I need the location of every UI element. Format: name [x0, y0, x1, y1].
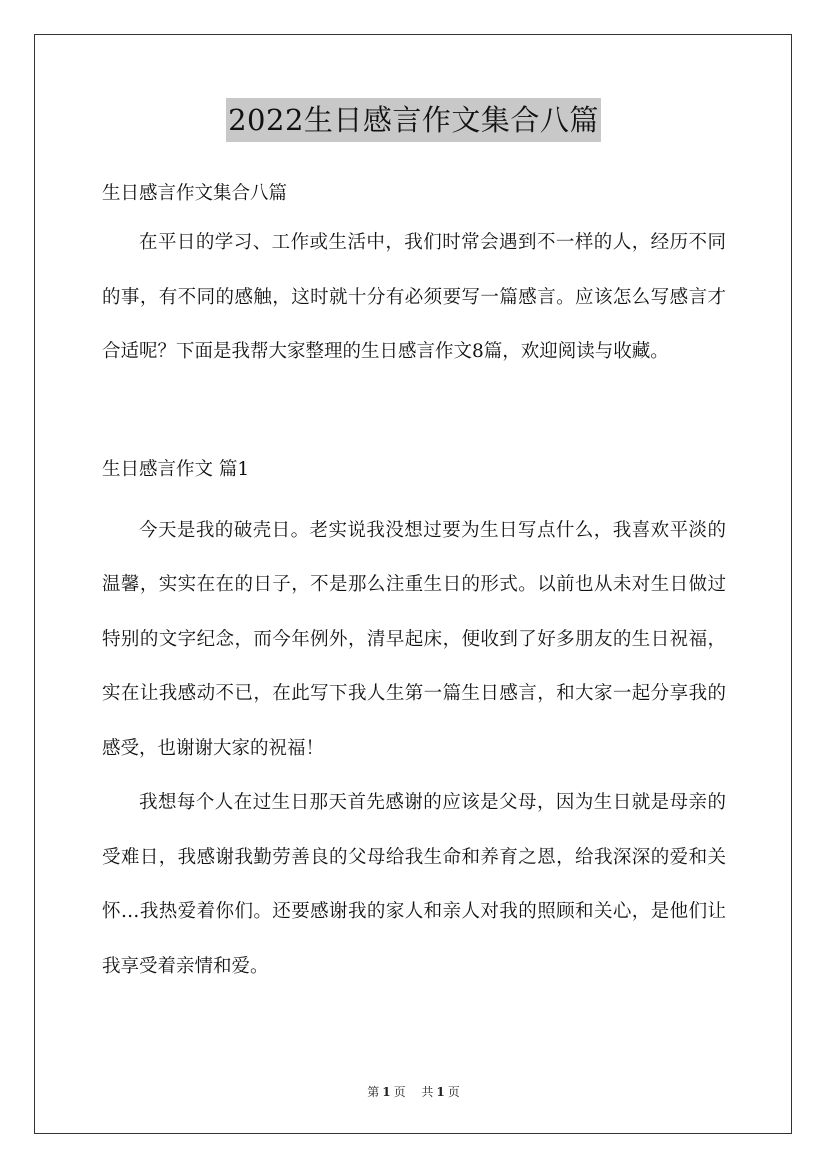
- intro-paragraph: 在平日的学习、工作或生活中，我们时常会遇到不一样的人，经历不同的事，有不同的感触，这时就十分有必须要写一篇感言。应该怎么写感言才合适呢？下面是我帮大家整理的生日感言作文8篇，欢迎阅读与收藏。: [102, 232, 726, 362]
- document-subtitle: 生日感言作文集合八篇: [102, 183, 288, 204]
- section-gap: [102, 380, 726, 448]
- body-paragraph-1: 今天是我的破壳日。老实说我没想过要为生日写点什么，我喜欢平淡的温馨，实实在在的日子，不是那么注重生日的形式。以前也从未对生日做过特别的文字纪念，而今年例外，清早起床，便收到了好多朋友的生日祝福，实在让我感动不已，在此写下我人生第一篇生日感言，和大家一起分享我的感受，也谢谢大家的祝福！: [102, 519, 726, 759]
- total-num: 1: [436, 1085, 445, 1099]
- section-heading: 生日感言作文 篇1: [102, 458, 250, 480]
- document-body: [102, 172, 726, 994]
- title-container: [0, 98, 827, 142]
- page-footer: [0, 1083, 827, 1100]
- page-number: [364, 1085, 408, 1099]
- total-prefix: 共: [421, 1085, 434, 1099]
- page-suffix: 页: [393, 1085, 406, 1099]
- document-title: 2022生日感言作文集合八篇: [226, 98, 601, 142]
- total-suffix: 页: [447, 1085, 460, 1099]
- body-paragraph-2: 我想每个人在过生日那天首先感谢的应该是父母，因为生日就是母亲的受难日，我感谢我勤劳善良的父母给我生命和养育之恩，给我深深的爱和关怀…我热爱着你们。还要感谢我的家人和亲人对我的照顾和关心，是他们让我享受着亲情和爱。: [102, 792, 726, 977]
- page-total: [418, 1085, 462, 1099]
- page-num: 1: [382, 1085, 391, 1099]
- page-prefix: 第: [367, 1085, 380, 1099]
